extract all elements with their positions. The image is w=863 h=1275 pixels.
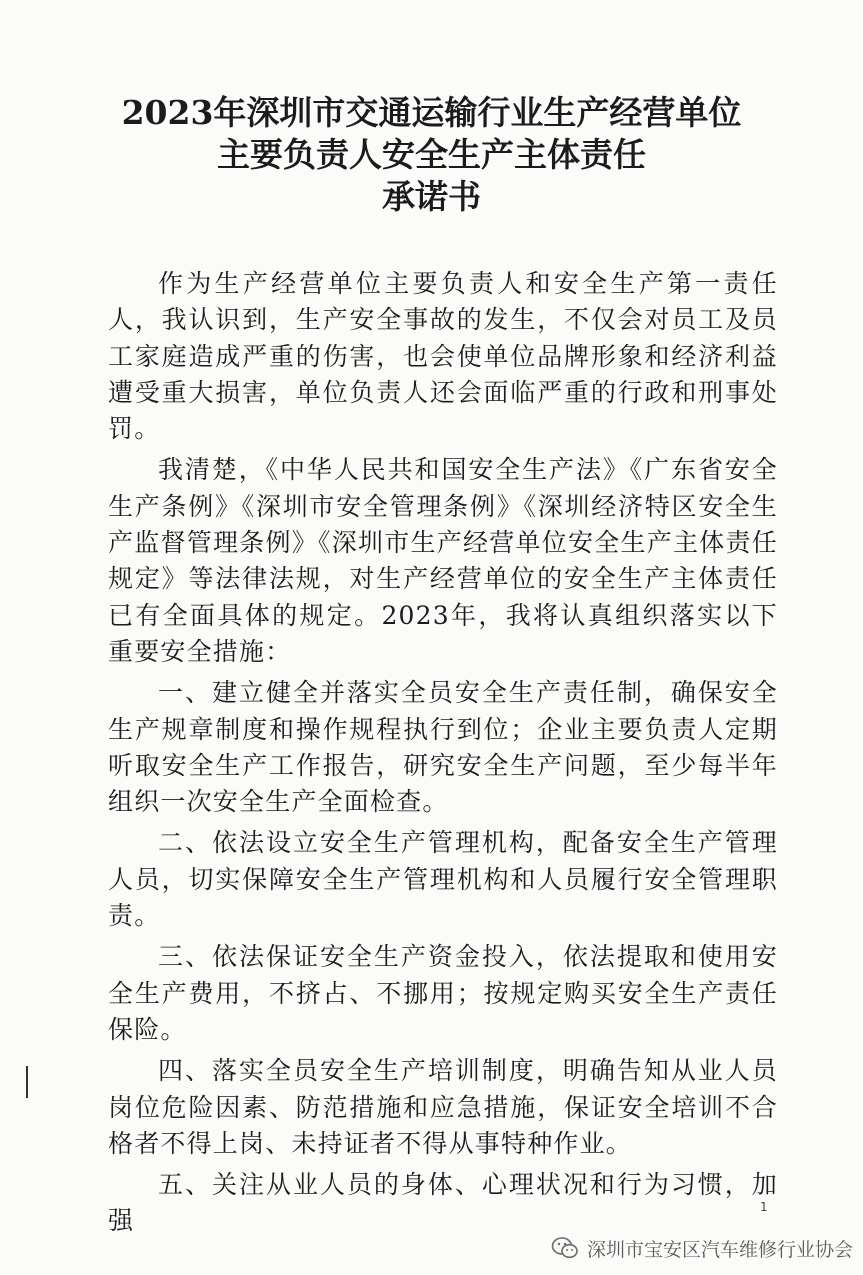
watermark-text: 深圳市宝安区汽车维修行业协会 bbox=[586, 1238, 853, 1261]
paragraph-laws: 我清楚，《中华人民共和国安全生产法》《广东省安全生产条例》《深圳市安全管理条例》《深圳经济特区安全生产监督管理条例》《深圳市生产经营单位安全生产主体责任规定》等法律法规，对生产经营单位的安全生产主体责任已有全面具体的规定。2023年，我将认真组织落实以下重要安全措施： bbox=[108, 455, 778, 666]
margin-mark bbox=[26, 1066, 28, 1098]
paragraph-item-3: 三、依法保证安全生产资金投入，依法提取和使用安全生产费用，不挤占、不挪用；按规定购买安全生产责任保险。 bbox=[108, 942, 778, 1044]
paragraph-intro: 作为生产经营单位主要负责人和安全生产第一责任人，我认识到，生产安全事故的发生，不仅会对员工及员工家庭造成严重的伤害，也会使单位品牌形象和经济利益遭受重大损害，单位负责人还会面临严重的行政和刑事处罚。 bbox=[108, 269, 778, 444]
paragraph-item-4: 四、落实全员安全生产培训制度，明确告知从业人员岗位危险因素、防范措施和应急措施，保证安全培训不合格者不得上岗、未持证者不得从事特种作业。 bbox=[108, 1056, 778, 1158]
paragraph-item-1: 一、建立健全并落实全员安全生产责任制，确保安全生产规章制度和操作规程执行到位；企业主要负责人定期听取安全生产工作报告，研究安全生产问题，至少每半年组织一次安全生产全面检查。 bbox=[108, 678, 778, 817]
wechat-icon bbox=[551, 1236, 579, 1260]
title-line-3: 承诺书 bbox=[382, 177, 481, 216]
document-body bbox=[108, 266, 778, 1245]
watermark bbox=[551, 1233, 853, 1263]
document-title bbox=[0, 92, 863, 218]
title-line-1: 2023年深圳市交通运输行业生产经营单位 bbox=[121, 93, 742, 132]
title-line-2: 主要负责人安全生产主体责任 bbox=[217, 135, 646, 174]
paragraph-item-2: 二、依法设立安全生产管理机构，配备安全生产管理人员，切实保障安全生产管理机构和人员履行安全管理职责。 bbox=[108, 828, 778, 931]
page-number: 1 bbox=[760, 1200, 768, 1214]
paragraph-item-5: 五、关注从业人员的身体、心理状况和行为习惯，加强 bbox=[108, 1170, 778, 1236]
